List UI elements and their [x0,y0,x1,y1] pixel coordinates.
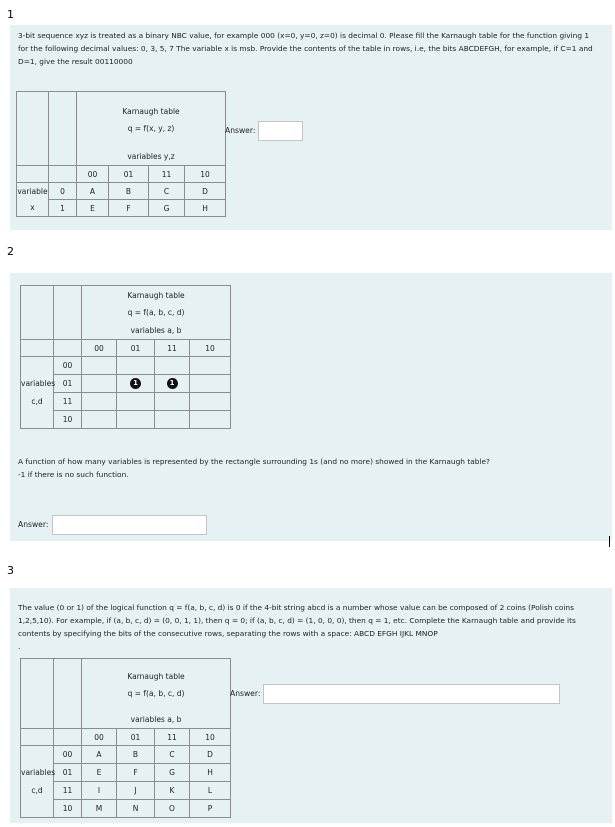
row-code: 11 [54,393,82,411]
question-1-text-line: for the following decimal values: 0, 3, 5, 7 The variable x is msb. Provide the contents of the table in rows, i.e, the bits ABCDEFGH, for example, if C=1 and [18,44,593,53]
one-marker-icon: 1 [130,378,141,389]
question-3-text-line: 1,2,5,10). For example, if (a, b, c, d) = (0, 0, 1, 1), then q = 0; if (a, b, c, d) = (1, 0, 0, 0), then q = 1, etc. Complete the Karnaugh table and provide its [18,616,576,625]
col-code: 01 [117,729,155,746]
karnaugh-function: q = f(a, b, c, d) [127,688,185,698]
col-code: 01 [117,340,155,357]
karnaugh-table-1 [16,91,226,217]
karnaugh-var-header: variables a, b [82,322,231,340]
question-2-text-line: -1 if there is no such function. [18,470,129,479]
row-code: 10 [54,800,82,818]
cell-d: D [185,183,226,200]
cell-d: D [190,746,231,764]
col-code: 11 [155,340,190,357]
row-code: 10 [54,411,82,429]
cell-h: H [185,200,226,217]
col-code: 10 [190,729,231,746]
cell-e: E [77,200,109,217]
karnaugh-var-header: variables a, b [82,711,231,729]
col-code: 00 [82,729,117,746]
cell-b: B [117,746,155,764]
question-1-number: 1 [7,8,14,21]
question-1-answer-input[interactable] [258,121,303,141]
question-2-number: 2 [7,245,14,258]
cell-a: A [82,746,117,764]
cell-n: N [117,800,155,818]
question-2-text-line: A function of how many variables is represented by the rectangle surrounding 1s (and no more) showed in the Karnaugh table? [18,457,490,466]
cell-g: G [149,200,185,217]
cell-a: A [77,183,109,200]
question-1-panel [10,25,612,230]
row-code: 11 [54,782,82,800]
answer-label: Answer: [18,520,49,529]
cell-f: F [117,764,155,782]
karnaugh-function: q = f(x, y, z) [127,123,175,133]
question-3-panel [10,588,612,823]
row-code: 0 [49,183,77,200]
cell-m: M [82,800,117,818]
question-2-panel [10,273,612,541]
cell-k: K [155,782,190,800]
karnaugh-table-2 [20,285,231,429]
question-3-extra-mark: . [18,642,21,651]
cell-g: G [155,764,190,782]
karnaugh-title: Karnaugh table [127,290,185,300]
question-3-text-line: contents by specifying the bits of the consecutive rows, separating the rows with a space: ABCD EFGH IJKL MNOP [18,629,438,638]
col-code: 01 [109,166,149,183]
cell-b: B [109,183,149,200]
question-2-text [18,455,490,481]
col-code: 10 [185,166,226,183]
row-code: 00 [54,357,82,375]
answer-label: Answer: [225,126,256,135]
col-code: 10 [190,340,231,357]
cell-j: J [117,782,155,800]
col-code: 00 [82,340,117,357]
cell-e: E [82,764,117,782]
one-marker-icon: 1 [167,378,178,389]
cell-h: H [190,764,231,782]
cell-c: C [155,746,190,764]
cell-p: P [190,800,231,818]
col-code: 11 [155,729,190,746]
row-var-label: variables [21,764,54,782]
question-3-answer-input[interactable] [263,684,560,704]
cell-f: F [109,200,149,217]
karnaugh-table-3 [20,658,231,818]
row-var-label: variables [21,375,54,393]
row-var-label: x [17,200,49,217]
question-1-text-line: D=1, give the result 00110000 [18,57,133,66]
text-cursor [609,536,610,547]
row-code: 01 [54,764,82,782]
karnaugh-title: Karnaugh table [127,671,185,681]
question-3-text [18,601,576,640]
karnaugh-var-header: variables y,z [77,148,226,166]
cell-l: L [190,782,231,800]
row-code: 1 [49,200,77,217]
question-3-text-line: The value (0 or 1) of the logical function q = f(a, b, c, d) is 0 if the 4-bit string abcd is a number whose value can be composed of 2 coins (Polish coins [18,603,574,612]
cell-i: I [82,782,117,800]
row-var-label: c,d [21,782,54,800]
karnaugh-title: Karnaugh table [122,106,180,116]
question-2-answer-input[interactable] [52,515,207,535]
col-code: 11 [149,166,185,183]
answer-label: Answer: [230,689,261,698]
karnaugh-function: q = f(a, b, c, d) [127,307,185,317]
col-code: 00 [77,166,109,183]
question-1-text-line: 3-bit sequence xyz is treated as a binary NBC value, for example 000 (x=0, y=0, z=0) is decimal 0. Please fill the Karnaugh table for the function giving 1 [18,31,590,40]
cell-c: C [149,183,185,200]
row-var-label: c,d [21,393,54,411]
row-code: 00 [54,746,82,764]
cell-o: O [155,800,190,818]
question-3-number: 3 [7,564,14,577]
row-var-label: variable [17,183,49,200]
question-1-text [18,29,593,68]
row-code: 01 [54,375,82,393]
